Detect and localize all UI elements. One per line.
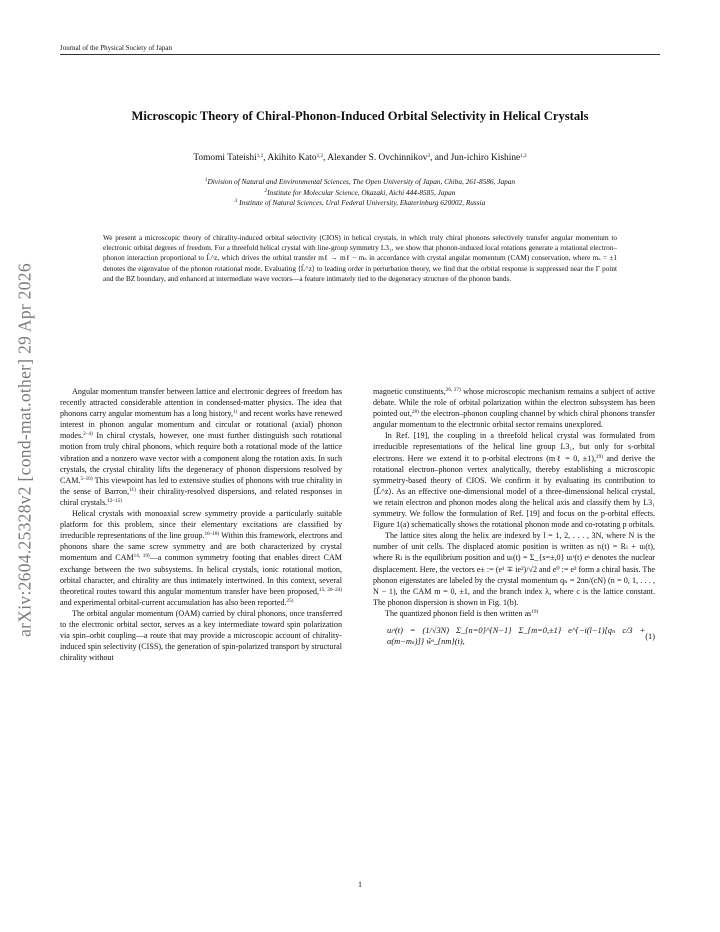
citation: 19) [531,608,539,615]
affiliation-list [60,177,660,209]
citation: 2–4) [83,431,93,438]
author-affiliation-mark: 1,2 [520,153,527,159]
journal-header: Journal of the Physical Society of Japan [60,44,660,55]
affiliation-text: Institute of Natural Sciences, Ural Federal University, Ekaterinburg 620002, Russia [239,198,486,207]
citation: 26, 27) [445,387,461,393]
paper-title: Microscopic Theory of Chiral-Phonon-Induced Orbital Selectivity in Helical Crystals [131,109,589,123]
paragraph: The orbital angular momentum (OAM) carried by chiral phonons, once transferred to the electronic orbital sector, serves as a key intermediate toward spin polarization via spin–orbit coupling—a route that may provide a microscopic account of chirality-induced spin selectivity (CISS), the generation of spin-polarized transport by structural chirality without [60,608,342,663]
author-affiliation-mark: 1,2 [256,153,264,159]
arxiv-identifier [2,215,48,685]
author-list: Tomomi Tateishi$^{1,2}$, Akihito Kato$^{1,2}$, Alexander S. Ovchinnikov$^3$, and Jun-ichiro Kishine$^{1,2}$ [193,153,527,163]
affiliation-text: Institute for Molecular Science, Okazaki, Aichi 444-8585, Japan [267,187,456,197]
paragraph: Angular momentum transfer between lattice and electronic degrees of freedom has recently attracted considerable attention in condensed-matter physics. The idea that phonons carry angular momentum has a long history,$^{1)}$ and recent works have renewed interest in phonon angular momentum and circular or rotational (axial) phonon modes.$^{2-4)}$ In chiral crystals, however, one must further distinguish such rotational motion from truly chiral phonons, which require both a rotational mode of the lattice vibration and a nonzero wave vector with a component along the rotation axis. In such crystals, the crystal chirality lifts the degeneracy of phonon dispersions resolved by CAM.$^{5-10)}$ This viewpoint has led to extensive studies of phonons with true chirality in the sense of Barron,$^{11)}$ their chirality-resolved dispersions, and related responses in chiral crystals.$^{12-15)}$ [60,387,343,507]
affiliation-number: 2 [264,187,268,194]
author: Tomomi Tateishi [193,153,257,163]
left-column [60,386,342,663]
citation: 12–15) [107,497,122,504]
affiliation-number: 1 [204,177,208,183]
citation: 14, 19) [133,553,150,560]
author-affiliation-mark: 1,2 [316,153,324,159]
paragraph: In Ref. [19], the coupling in a threefold helical crystal was formulated from irreducible representations of the helical line group L3₁, but only for s-orbital electrons. Here we extend it to p-orbital electrons (mℓ = 0, ±1),$^{29)}$ and derive the rotational electron–phonon vertex analytically, thereby establishing a microscopic symmetry-based theory of CIOS. We confirm it by evaluating its contribution to ⟨L̂^z⟩. As an effective one-dimensional model of a three-dimensional helical crystal, we retain electron and phonon modes along the helical axis and classify them by L3₁ symmetry. We follow the formulation of Ref. [19] and focus on the p-orbital effects. Figure 1(a) schematically shows the rotational phonon mode and co-rotating p orbitals. [373,431,655,530]
right-column [373,386,655,647]
citation: 29) [596,453,603,460]
affiliation [60,188,660,199]
citation: 1) [233,409,238,416]
citation: 25) [286,597,294,604]
author-affiliation-mark: 3 [427,153,431,159]
author: Alexander S. Ovchinnikov [327,153,428,163]
affiliation-text: Division of Natural and Environmental Sciences, The Open University of Japan, Chiba, 261-8586, Japan [207,177,516,186]
affiliation [60,177,660,188]
affiliation [60,198,660,209]
citation: 16–18) [204,531,220,538]
author: Jun-ichiro Kishine [450,153,521,163]
paragraph: Helical crystals with monoaxial screw symmetry provide a particularly suitable platform for this problem, since their elementary excitations are classified by irreducible representations of the line group.$^{16-18)}$ Within this framework, electrons and phonons share the same screw symmetry and are both characterized by crystal momentum and CAM$^{14, 19)}$—a common symmetry footing that enables direct CAM exchange between the two subsystems. In helical crystals, ionic rotational motion, orbital character, and chirality are thus intimately intertwined. In this context, several theoretical routes toward this angular momentum transfer have been proposed,$^{15, 20-24)}$ and experimental orbital-current accumulation has also been reported.$^{25)}$ [60,509,343,607]
equation-body: uₗˢ(t) = (1/√3N) Σ_{n=0}^{N−1} Σ_{m=0,±1} e^{−i(l−1)[qₙ c/3 + α(m−mₛ)]} ŵˢ_{nm}(t), [387,625,646,647]
citation: 15, 20–24) [319,586,343,593]
arxiv-identifier-text: arXiv:2604.25328v2 [cond-mat.other] 29 Apr 2026 [14,263,35,637]
paragraph: magnetic constituents,$^{26, 27)}$ whose microscopic mechanism remains a subject of active debate. While the role of orbital polarization within the electron subsystem has been pointed out,$^{28)}$ the electron–phonon coupling channel by which chiral phonons transfer angular momentum to the electronic orbital sector remains unexplored. [373,387,655,430]
citation: 11) [129,486,136,493]
paragraph: The lattice sites along the helix are indexed by l = 1, 2, . . . , 3N, where N is the number of unit cells. The displaced atomic position is written as rₗ(t) = Rₗ + uₗ(t), where Rₗ is the equilibrium position and uₗ(t) = Σ_{s=±,0} uₗˢ(t) eˢ denotes the nuclear displacement. Here, the vectors e± := (e¹ ∓ ie²)/√2 and e⁰ := e³ form a chiral basis. The phonon eigenstates are labeled by the crystal momentum qₙ = 2πn/(cN) (n = 0, 1, . . . , N − 1), the CAM m = 0, ±1, and the branch index λ, where c is the lattice constant. The phonon dispersion is shown in Fig. 1(b). [373,531,655,607]
paragraph: The quantized phonon field is then written $as^{19)}$ [385,608,539,618]
citation: 5–10) [80,475,93,482]
page-number: 1 [358,880,362,889]
equation-number: (1) [645,631,655,641]
abstract: We present a microscopic theory of chirality-induced orbital selectivity (CIOS) in helical crystals, in which truly chiral phonons selectively transfer angular momentum to electronic orbital degrees of freedom. For a threefold helical crystal with line-group symmetry L3₁, we show that phonon-induced local rotations generate a rotational electron–phonon interaction proportional to L̂^z, which drives the orbital transfer mℓ → mℓ − mₛ in accordance with crystal angular momentum (CAM) conservation, where mₛ = ±1 denotes the eigenvalue of the phonon rotational mode. Evaluating ⟨L̂^z⟩ to leading order in perturbation theory, we find that the orbital response is suppressed near the Γ point and the BZ boundary, and enhanced at intermediate wave vectors—a feature intimately tied to the degeneracy structure of the phonon bands. [103,234,617,283]
author: Akihito Kato [267,153,317,163]
affiliation-number: 3 [234,198,238,204]
equation-1 [373,625,655,647]
citation: 28) [411,409,419,416]
